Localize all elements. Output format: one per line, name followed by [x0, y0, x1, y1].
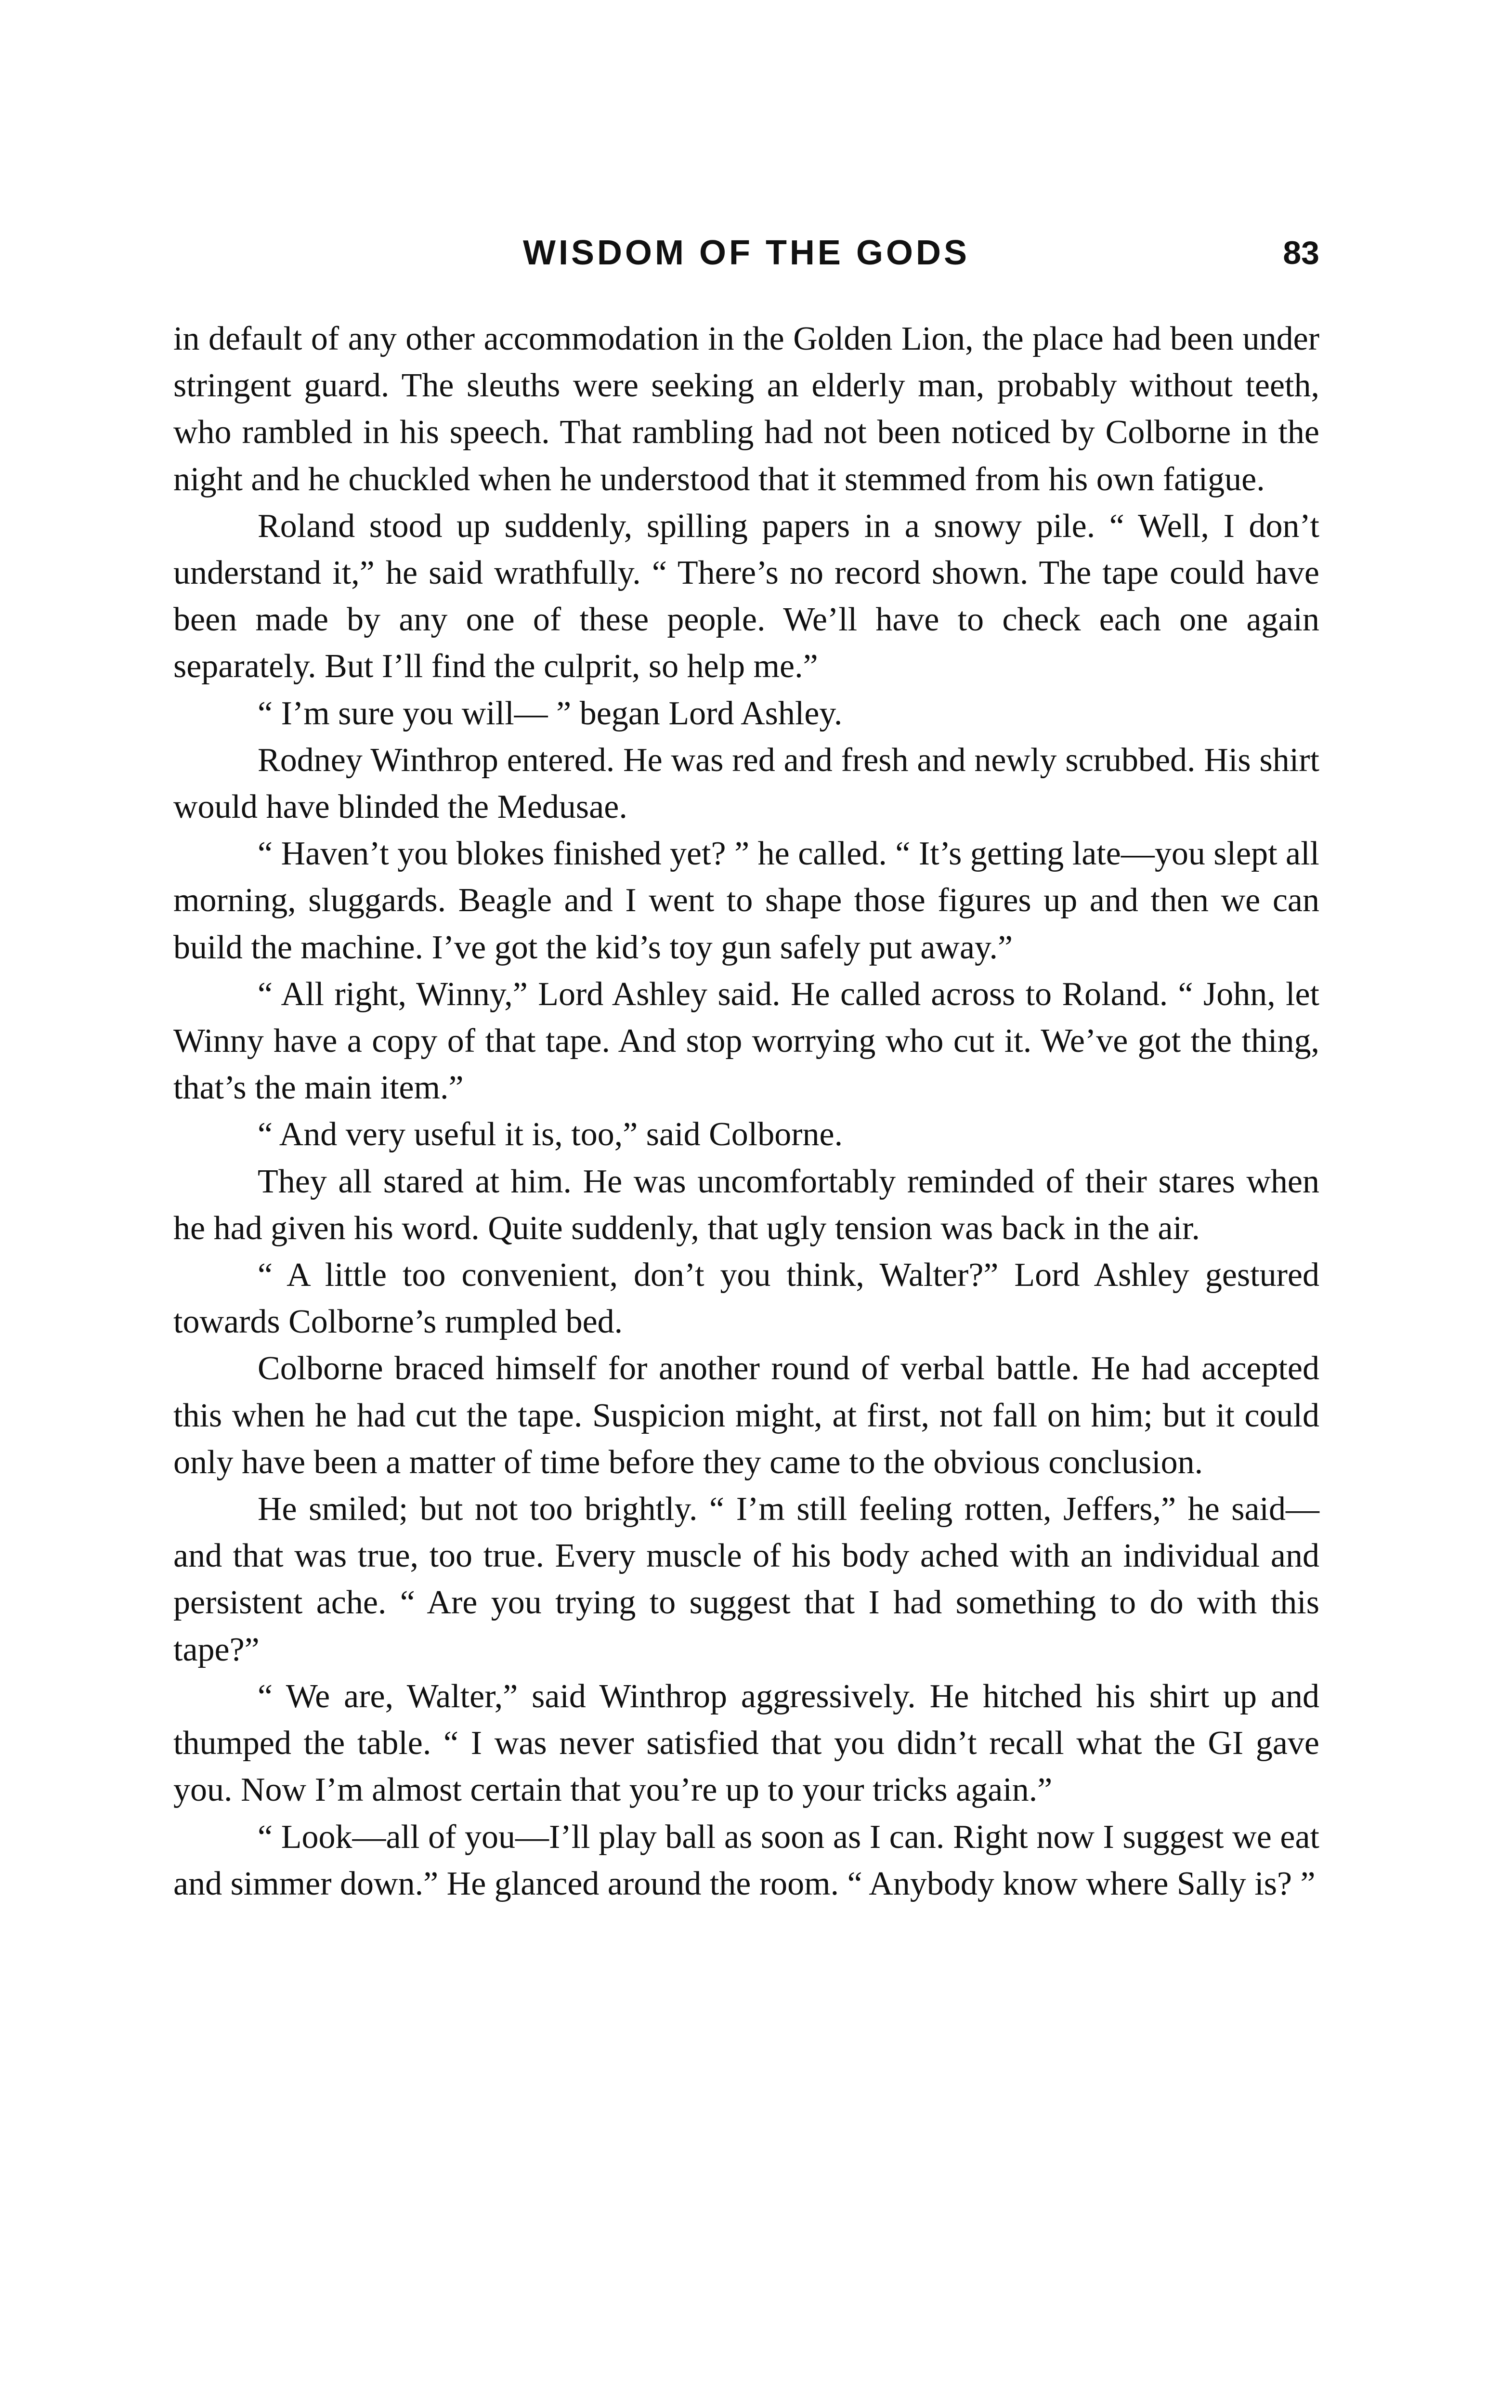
- paragraph: “ I’m sure you will— ” began Lord Ashley.: [258, 694, 843, 732]
- paragraph: Colborne braced himself for another round of verbal battle. He had accepted this when he had cut the tape. Suspicion might, at first, not fall on him; but it could only have been a matter of time before they came to the obvious conclusion.: [173, 1350, 1319, 1481]
- paragraph: “ A little too convenient, don’t you think, Walter?” Lord Ashley gestured towards Colborne’s rumpled bed.: [173, 1256, 1319, 1341]
- paragraph: in default of any other accommodation in the Golden Lion, the place had been under stringent guard. The sleuths were seeking an elderly man, probably without teeth, who rambled in his speech. That rambling had not been noticed by Colborne in the night and he chuckled when he understood that it stemmed from his own fatigue.: [173, 320, 1319, 498]
- page-header: [173, 226, 1319, 279]
- paragraph: “ And very useful it is, too,” said Colborne.: [258, 1116, 843, 1153]
- paragraph: “ Haven’t you blokes finished yet? ” he called. “ It’s getting late—you slept all morning, sluggards. Beagle and I went to shape those figures up and then we can build the machine. I’ve got the kid’s toy gun safely put away.”: [173, 835, 1319, 966]
- paragraph: Rodney Winthrop entered. He was red and fresh and newly scrubbed. His shirt would have blinded the Medusae.: [173, 741, 1319, 826]
- page-number: 83: [1283, 235, 1319, 271]
- running-title: WISDOM OF THE GODS: [523, 234, 970, 272]
- paragraph: “ We are, Walter,” said Winthrop aggressively. He hitched his shirt up and thumped the table. “ I was never satisfied that you didn’t recall what the GI gave you. Now I’m almost certain that you’re up to your tricks again.”: [173, 1677, 1319, 1809]
- paragraph: They all stared at him. He was uncomfortably reminded of their stares when he had given his word. Quite suddenly, that ugly tension was back in the air.: [173, 1163, 1319, 1247]
- paragraph: “ All right, Winny,” Lord Ashley said. He called across to Roland. “ John, let Winny have a copy of that tape. And stop worrying who cut it. We’ve got the thing, that’s the main item.”: [173, 975, 1319, 1107]
- body-text: [173, 315, 1319, 1907]
- paragraph: “ Look—all of you—I’ll play ball as soon as I can. Right now I suggest we eat and simmer down.” He glanced around the room. “ Anybody know where Sally is? ”: [173, 1818, 1319, 1902]
- paragraph: Roland stood up suddenly, spilling papers in a snowy pile. “ Well, I don’t understand it,” he said wrathfully. “ There’s no record shown. The tape could have been made by any one of these people. We’ll have to check each one again separately. But I’ll find the culprit, so help me.”: [173, 507, 1319, 685]
- paragraph: He smiled; but not too brightly. “ I’m still feeling rotten, Jeffers,” he said—and that was true, too true. Every muscle of his body ached with an individual and persistent ache. “ Are you trying to suggest that I had something to do with this tape?”: [173, 1491, 1319, 1668]
